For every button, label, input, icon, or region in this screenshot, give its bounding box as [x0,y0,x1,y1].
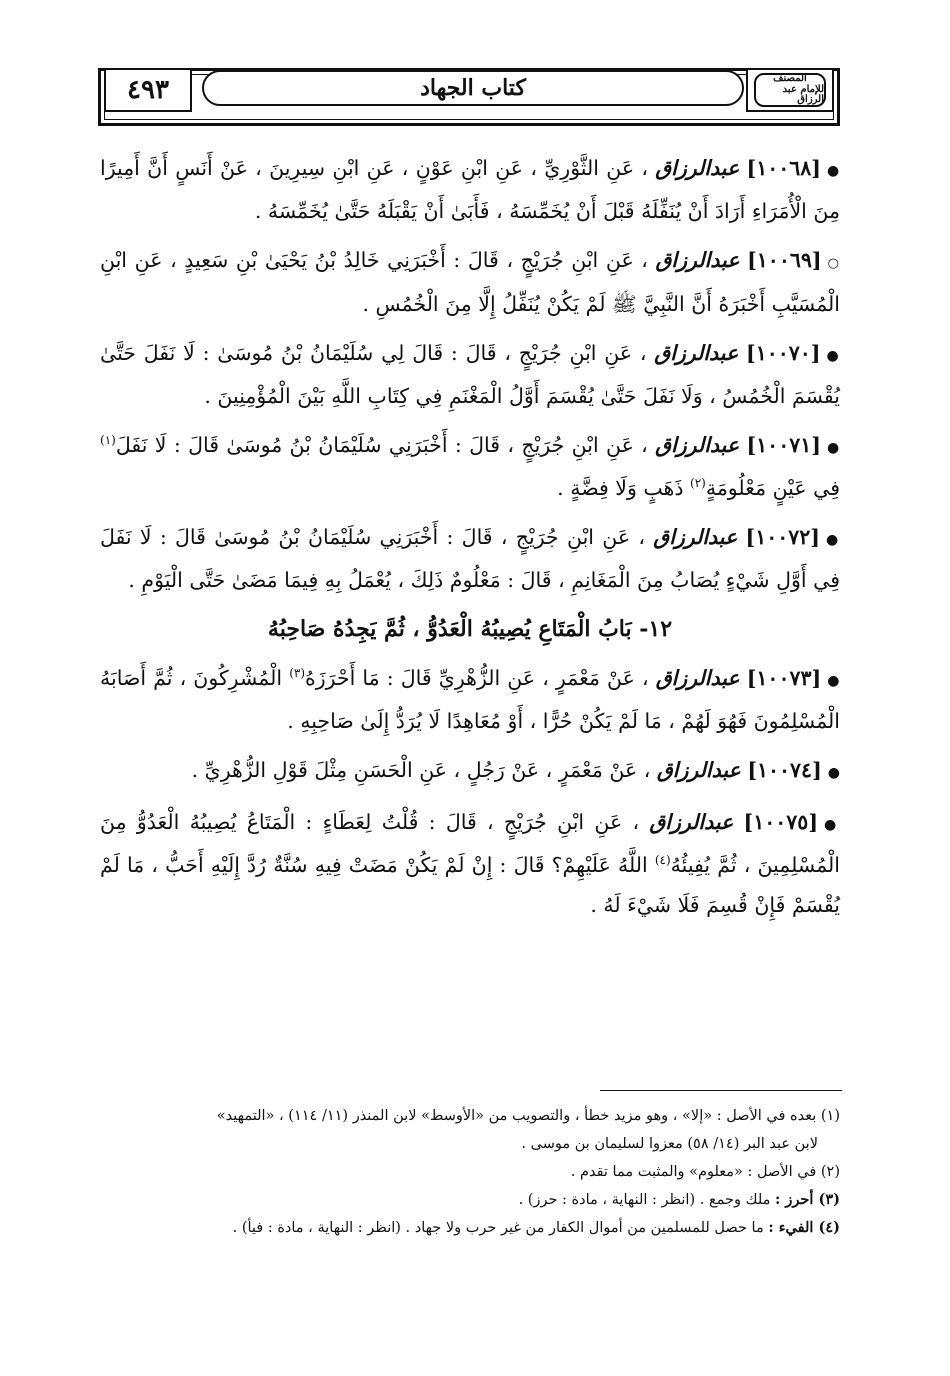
footnote-2: (٢) في الأصل : «معلوم» والمثبت مما تقدم . [570,1164,840,1180]
footnote-1: (١) بعده في الأصل : «إلا» ، وهو مزيد خطأ ، والتصويب من «الأوسط» لابن المنذر (١١/ ١١٤) ، «التمهيد» [216,1108,840,1124]
main-text [100,148,840,934]
narrator-name: عبدالرزاق [654,341,739,365]
hadith-number: [١٠٠٧٣] [746,666,822,690]
hadith-10069 [100,240,840,324]
filled-bullet-icon: ● [825,532,840,548]
hadith-number: [١٠٠٧٥] [743,810,819,834]
hadith-10068 [100,148,840,231]
hadith-text: ، عَنْ مَعْمَرٍ ، عَنْ رَجُلٍ ، عَنِ الْحَسَنِ مِثْلَ قَوْلِ الزُّهْرِيِّ . [191,758,651,782]
hadith-text: ، عَنِ ابْنِ جُرَيْجٍ ، قَالَ : أَخْبَرَنِي خَالِدُ بْنُ يَحْيَىٰ بْنِ سَعِيدٍ ، عَنِ ابْنِ الْمُسَيَّبِ أَخْبَرَهُ أَنَّ النَّبِيَّ ﷺ لَمْ يَكُنْ يُنَفِّلُ إِلَّا مِنَ الْخُمُسِ . [100,248,840,316]
narrator-name: عبدالرزاق [656,758,741,782]
hadith-number: [١٠٠٧٠] [746,341,821,365]
hadith-text: ، عَنِ ابْنِ جُرَيْجٍ ، قَالَ : قَالَ لِي سُلَيْمَانُ بْنُ مُوسَىٰ : لَا نَفَلَ حَتَّىٰ يُقْسَمَ الْخُمُسُ ، وَلَا نَفَلَ حَتَّىٰ يُقْسَمَ أَوَّلُ الْمَغْنَمِ فِي كِتَابِ اللَّهِ بَيْنَ الْمُؤْمِنِينَ . [100,341,840,408]
footnote-term: (٣) أحرز : [775,1191,840,1208]
hadith-text: ، عَنِ الثَّوْرِيِّ ، عَنِ ابْنِ عَوْنٍ ، عَنِ ابْنِ سِيرِينَ ، عَنْ أَنَسٍ أَنَّ أَمِيرًا مِنَ الْأُمَرَاءِ أَرَادَ أَنْ يُنَفِّلَهُ قَبْلَ أَنْ يُخَمِّسَهُ ، فَأَبَىٰ أَنْ يَقْبَلَهُ حَتَّىٰ يُخَمِّسَهُ . [100,156,840,223]
hadith-text: ، عَنِ ابْنِ جُرَيْجٍ ، قَالَ : أَخْبَرَنِي سُلَيْمَانُ بْنُ مُوسَىٰ قَالَ : لَا نَفَلَ فِي أَوَّلِ شَيْءٍ يُصَابُ مِنَ الْمَغَانِمِ ، قَالَ : مَعْلُومٌ ذَلِكَ ، يُعْمَلُ بِهِ فِيمَا مَضَىٰ حَتَّى الْيَوْمِ . [100,525,840,592]
hadith-10071 [100,425,840,508]
hadith-number: [١٠٠٦٩] [747,248,822,272]
footnote-ref-2: (٢) [690,476,706,491]
footnote-text: ما حصل للمسلمين من أموال الكفار من غير حرب ولا جهاد . (انظر : النهاية ، مادة : فيأ) . [232,1220,764,1236]
hadith-number: [١٠٠٦٨] [746,156,821,180]
logo-line-1: المصنف [773,73,807,85]
hadith-10070 [100,333,840,416]
narrator-name: عبدالرزاق [653,525,738,549]
filled-bullet-icon: ● [826,348,840,364]
hadith-number: [١٠٠٧١] [746,433,821,457]
footnote-ref-3: (٣) [289,666,306,681]
book-logo-icon [754,73,826,107]
hadith-number: [١٠٠٧٢] [745,525,820,549]
filled-bullet-icon: ● [826,440,840,456]
section-title: ١٢- بَابُ الْمَتَاعِ يُصِيبُهُ الْعَدُوُّ ، ثُمَّ يَجِدُهُ صَاحِبُهُ [267,616,673,642]
hadith-text: ، عَنْ مَعْمَرٍ ، عَنِ الزُّهْرِيِّ قَالَ : مَا أَحْرَزَهُ [305,666,649,690]
page-number-box [104,68,192,112]
hadith-text: اللَّهُ عَلَيْهِمْ؟ قَالَ : إِنْ لَمْ يَكُنْ مَضَتْ فِيهِ سُنَّةٌ رُدَّ إِلَيْهِ أَحَبُّ ، مَا لَمْ يُقْسَمْ فَإِنْ قُسِمَ فَلَا شَيْءَ لَهُ . [100,853,840,917]
hadith-10072 [100,517,840,600]
footnotes [110,1102,840,1242]
narrator-name: عبدالرزاق [655,666,740,690]
narrator-name: عبدالرزاق [655,248,740,272]
filled-bullet-icon: ● [826,163,840,179]
chapter-title: كتاب الجهاد [420,75,526,101]
footnote-1-continued: لابن عبد البر (١٤/ ٥٨) معزوا لسليمان بن موسى . [521,1136,818,1152]
filled-bullet-icon: ● [827,673,840,689]
filled-bullet-icon: ● [827,765,840,781]
hadith-10073 [100,658,840,741]
footnote-3 [110,1186,840,1214]
footnote-separator [600,1090,842,1091]
hadith-text: ، عَنِ ابْنِ جُرَيْجٍ ، قَالَ : قُلْتُ لِعَطَاءٍ : الْمَتَاعُ يُصِيبُهُ الْعَدُوُّ مِنَ الْمُسْلِمِينَ ، ثُمَّ يُفِيئُهُ [100,810,840,877]
hadith-text: ذَهَبٍ وَلَا فِضَّةٍ . [557,476,684,500]
footnote-ref-4: (٤) [654,853,671,868]
chapter-title-band [202,70,744,106]
footnote-4 [110,1214,840,1242]
narrator-name: عبدالرزاق [655,156,740,180]
page-header [98,62,840,134]
footnote-text: ملك وجمع . (انظر : النهاية ، مادة : حرز) . [518,1192,771,1208]
hadith-text: ، عَنِ ابْنِ جُرَيْجٍ ، قَالَ : أَخْبَرَنِي سُلَيْمَانُ بْنُ مُوسَىٰ قَالَ : لَا نَفَلَ [115,433,648,457]
footnote-term: (٤) الفيء : [768,1219,840,1236]
page-number: ٤٩٣ [127,75,169,105]
narrator-name: عبدالرزاق [649,810,734,834]
hadith-10074 [100,750,840,793]
footnote-ref-1: (١) [100,433,116,448]
book-logo-box [746,68,834,112]
narrator-name: عبدالرزاق [655,433,740,457]
open-circle-bullet-icon: ○ [827,256,841,271]
hadith-10075 [100,802,840,925]
hadith-text: فِي عَيْنٍ مَعْلُومَةٍ [705,476,840,500]
hadith-text: الْمُشْرِكُونَ ، ثُمَّ أَصَابَهُ الْمُسْلِمُونَ فَهُوَ لَهُمْ ، مَا لَمْ يَكُنْ حُرًّا ، أَوْ مُعَاهِدًا لَا يُرَدُّ إِلَىٰ صَاحِبِهِ . [100,666,840,733]
hadith-number: [١٠٠٧٤] [747,758,822,782]
filled-bullet-icon: ● [824,817,840,833]
logo-line-2: للإمام عبد الرزاق [782,83,824,106]
